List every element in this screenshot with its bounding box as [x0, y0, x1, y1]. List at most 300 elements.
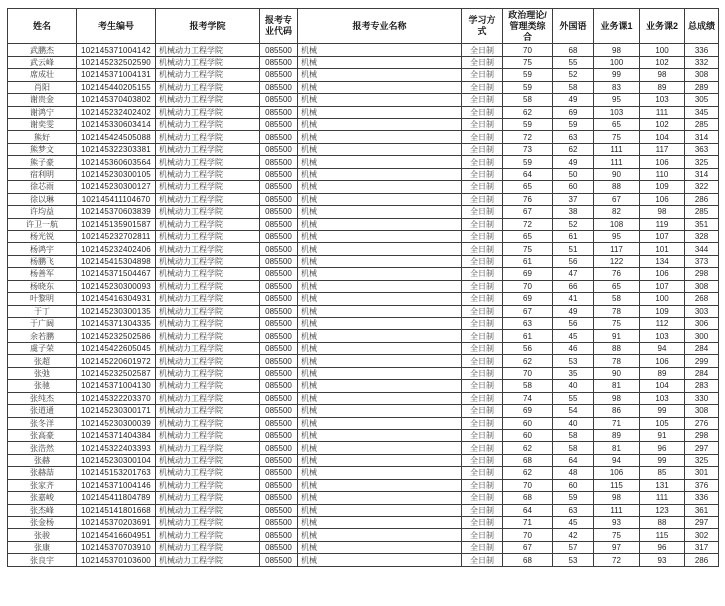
cell-foreign-language-score: 68 [553, 44, 594, 56]
cell-study-mode: 全日制 [462, 467, 503, 479]
cell-course1-score: 58 [594, 293, 640, 305]
table-row [8, 467, 719, 479]
cell-politics-score: 59 [503, 119, 553, 131]
cell-name: 肖阳 [8, 81, 77, 93]
cell-foreign-language-score: 59 [553, 119, 594, 131]
cell-course2-score: 98 [640, 206, 685, 218]
cell-course2-score: 112 [640, 318, 685, 330]
cell-total-score: 344 [685, 243, 719, 255]
cell-major-name: 机械 [298, 280, 462, 292]
cell-major-name: 机械 [298, 454, 462, 466]
cell-name: 杨鸿宇 [8, 243, 77, 255]
cell-total-score: 299 [685, 355, 719, 367]
cell-politics-score: 68 [503, 554, 553, 566]
cell-politics-score: 62 [503, 106, 553, 118]
cell-foreign-language-score: 56 [553, 318, 594, 330]
cell-major-name: 机械 [298, 56, 462, 68]
cell-total-score: 308 [685, 69, 719, 81]
cell-politics-score: 76 [503, 193, 553, 205]
cell-foreign-language-score: 57 [553, 541, 594, 553]
cell-course1-score: 91 [594, 330, 640, 342]
cell-course2-score: 106 [640, 355, 685, 367]
cell-candidate-id: 102145232502590 [77, 56, 156, 68]
table-row [8, 492, 719, 504]
cell-total-score: 363 [685, 143, 719, 155]
cell-course2-score: 119 [640, 218, 685, 230]
cell-politics-score: 69 [503, 268, 553, 280]
cell-major-code: 085500 [260, 454, 298, 466]
cell-course2-score: 117 [640, 143, 685, 155]
cell-course2-score: 104 [640, 380, 685, 392]
table-row [8, 106, 719, 118]
cell-politics-score: 62 [503, 467, 553, 479]
cell-major-code: 085500 [260, 392, 298, 404]
cell-foreign-language-score: 49 [553, 156, 594, 168]
cell-college: 机械动力工程学院 [156, 156, 260, 168]
cell-foreign-language-score: 42 [553, 529, 594, 541]
cell-name: 谢鸿宁 [8, 106, 77, 118]
cell-total-score: 286 [685, 193, 719, 205]
cell-foreign-language-score: 46 [553, 342, 594, 354]
cell-major-name: 机械 [298, 504, 462, 516]
cell-course2-score: 106 [640, 268, 685, 280]
cell-major-code: 085500 [260, 405, 298, 417]
table-row [8, 56, 719, 68]
cell-course2-score: 96 [640, 442, 685, 454]
cell-candidate-id: 102145371004142 [77, 44, 156, 56]
cell-major-code: 085500 [260, 131, 298, 143]
cell-course1-score: 75 [594, 131, 640, 143]
cell-course2-score: 107 [640, 280, 685, 292]
score-table-body [8, 44, 719, 566]
cell-politics-score: 58 [503, 380, 553, 392]
cell-politics-score: 70 [503, 44, 553, 56]
cell-major-code: 085500 [260, 243, 298, 255]
cell-college: 机械动力工程学院 [156, 380, 260, 392]
cell-course2-score: 89 [640, 81, 685, 93]
cell-course1-score: 72 [594, 554, 640, 566]
cell-course1-score: 75 [594, 529, 640, 541]
cell-major-name: 机械 [298, 119, 462, 131]
cell-politics-score: 67 [503, 541, 553, 553]
cell-course2-score: 106 [640, 193, 685, 205]
table-row [8, 255, 719, 267]
cell-college: 机械动力工程学院 [156, 554, 260, 566]
cell-foreign-language-score: 69 [553, 106, 594, 118]
cell-politics-score: 75 [503, 243, 553, 255]
cell-total-score: 317 [685, 541, 719, 553]
cell-college: 机械动力工程学院 [156, 106, 260, 118]
cell-study-mode: 全日制 [462, 255, 503, 267]
cell-college: 机械动力工程学院 [156, 529, 260, 541]
cell-candidate-id: 102145153201763 [77, 467, 156, 479]
cell-total-score: 314 [685, 168, 719, 180]
cell-college: 机械动力工程学院 [156, 305, 260, 317]
cell-name: 张冬洋 [8, 417, 77, 429]
cell-politics-score: 70 [503, 529, 553, 541]
cell-major-code: 085500 [260, 156, 298, 168]
cell-course2-score: 106 [640, 156, 685, 168]
cell-candidate-id: 102145371004131 [77, 69, 156, 81]
cell-name: 张赫 [8, 454, 77, 466]
cell-total-score: 308 [685, 280, 719, 292]
cell-name: 席成壮 [8, 69, 77, 81]
table-row [8, 181, 719, 193]
cell-major-name: 机械 [298, 44, 462, 56]
column-header-course2: 业务课2 [640, 9, 685, 44]
table-row [8, 479, 719, 491]
table-row [8, 44, 719, 56]
cell-college: 机械动力工程学院 [156, 243, 260, 255]
cell-name: 谢奕雯 [8, 119, 77, 131]
cell-course1-score: 65 [594, 119, 640, 131]
cell-study-mode: 全日制 [462, 119, 503, 131]
cell-total-score: 328 [685, 230, 719, 242]
cell-college: 机械动力工程学院 [156, 454, 260, 466]
cell-major-code: 085500 [260, 69, 298, 81]
cell-name: 杨鹏飞 [8, 255, 77, 267]
cell-politics-score: 71 [503, 517, 553, 529]
cell-candidate-id: 102145360603564 [77, 156, 156, 168]
cell-candidate-id: 102145230300039 [77, 417, 156, 429]
cell-politics-score: 62 [503, 355, 553, 367]
cell-major-code: 085500 [260, 44, 298, 56]
cell-foreign-language-score: 55 [553, 392, 594, 404]
cell-politics-score: 68 [503, 492, 553, 504]
cell-total-score: 284 [685, 342, 719, 354]
cell-major-name: 机械 [298, 131, 462, 143]
cell-name: 张家齐 [8, 479, 77, 491]
table-row [8, 230, 719, 242]
cell-foreign-language-score: 58 [553, 81, 594, 93]
cell-study-mode: 全日制 [462, 504, 503, 516]
cell-course2-score: 131 [640, 479, 685, 491]
cell-total-score: 283 [685, 380, 719, 392]
cell-course2-score: 96 [640, 541, 685, 553]
cell-college: 机械动力工程学院 [156, 318, 260, 330]
cell-foreign-language-score: 40 [553, 380, 594, 392]
cell-study-mode: 全日制 [462, 193, 503, 205]
cell-college: 机械动力工程学院 [156, 355, 260, 367]
cell-name: 徐芯雨 [8, 181, 77, 193]
cell-name: 张弛 [8, 367, 77, 379]
cell-total-score: 314 [685, 131, 719, 143]
cell-major-code: 085500 [260, 318, 298, 330]
cell-candidate-id: 102145371004146 [77, 479, 156, 491]
cell-major-code: 085500 [260, 517, 298, 529]
cell-course2-score: 91 [640, 429, 685, 441]
cell-total-score: 268 [685, 293, 719, 305]
cell-college: 机械动力工程学院 [156, 467, 260, 479]
cell-name: 武鹏杰 [8, 44, 77, 56]
cell-study-mode: 全日制 [462, 280, 503, 292]
cell-major-name: 机械 [298, 467, 462, 479]
cell-name: 余若鹏 [8, 330, 77, 342]
cell-study-mode: 全日制 [462, 94, 503, 106]
cell-politics-score: 60 [503, 429, 553, 441]
cell-study-mode: 全日制 [462, 454, 503, 466]
cell-total-score: 303 [685, 305, 719, 317]
cell-course1-score: 95 [594, 94, 640, 106]
cell-major-name: 机械 [298, 405, 462, 417]
cell-foreign-language-score: 58 [553, 429, 594, 441]
cell-name: 张驰 [8, 380, 77, 392]
cell-major-name: 机械 [298, 206, 462, 218]
cell-course1-score: 115 [594, 479, 640, 491]
cell-college: 机械动力工程学院 [156, 193, 260, 205]
cell-foreign-language-score: 52 [553, 218, 594, 230]
cell-major-code: 085500 [260, 355, 298, 367]
cell-total-score: 336 [685, 492, 719, 504]
cell-course2-score: 99 [640, 405, 685, 417]
cell-college: 机械动力工程学院 [156, 94, 260, 106]
cell-major-code: 085500 [260, 94, 298, 106]
cell-foreign-language-score: 47 [553, 268, 594, 280]
cell-major-code: 085500 [260, 143, 298, 155]
cell-course2-score: 94 [640, 342, 685, 354]
table-row [8, 342, 719, 354]
cell-college: 机械动力工程学院 [156, 255, 260, 267]
cell-total-score: 345 [685, 106, 719, 118]
cell-foreign-language-score: 50 [553, 168, 594, 180]
cell-politics-score: 65 [503, 181, 553, 193]
cell-major-code: 085500 [260, 554, 298, 566]
cell-course2-score: 105 [640, 417, 685, 429]
cell-college: 机械动力工程学院 [156, 181, 260, 193]
cell-politics-score: 64 [503, 504, 553, 516]
cell-study-mode: 全日制 [462, 168, 503, 180]
score-table [7, 8, 719, 567]
cell-foreign-language-score: 56 [553, 255, 594, 267]
cell-college: 机械动力工程学院 [156, 131, 260, 143]
cell-course2-score: 111 [640, 106, 685, 118]
cell-name: 宿利明 [8, 168, 77, 180]
cell-course1-score: 88 [594, 342, 640, 354]
cell-major-code: 085500 [260, 106, 298, 118]
cell-course1-score: 111 [594, 143, 640, 155]
cell-total-score: 322 [685, 181, 719, 193]
cell-total-score: 302 [685, 529, 719, 541]
cell-foreign-language-score: 55 [553, 56, 594, 68]
cell-foreign-language-score: 51 [553, 243, 594, 255]
cell-foreign-language-score: 53 [553, 554, 594, 566]
cell-study-mode: 全日制 [462, 181, 503, 193]
cell-course1-score: 78 [594, 305, 640, 317]
cell-major-name: 机械 [298, 218, 462, 230]
cell-college: 机械动力工程学院 [156, 367, 260, 379]
cell-major-name: 机械 [298, 193, 462, 205]
cell-study-mode: 全日制 [462, 69, 503, 81]
cell-major-name: 机械 [298, 69, 462, 81]
cell-study-mode: 全日制 [462, 81, 503, 93]
cell-course1-score: 86 [594, 405, 640, 417]
cell-total-score: 297 [685, 517, 719, 529]
cell-major-name: 机械 [298, 305, 462, 317]
cell-major-name: 机械 [298, 106, 462, 118]
cell-college: 机械动力工程学院 [156, 168, 260, 180]
cell-candidate-id: 102145370103600 [77, 554, 156, 566]
cell-name: 张赫喆 [8, 467, 77, 479]
cell-major-name: 机械 [298, 143, 462, 155]
cell-course1-score: 90 [594, 168, 640, 180]
cell-major-code: 085500 [260, 380, 298, 392]
cell-major-code: 085500 [260, 429, 298, 441]
column-header-politics: 政治理论/管理类综合 [503, 9, 553, 44]
cell-college: 机械动力工程学院 [156, 56, 260, 68]
table-row [8, 119, 719, 131]
cell-major-name: 机械 [298, 268, 462, 280]
cell-candidate-id: 102145411104670 [77, 193, 156, 205]
cell-major-code: 085500 [260, 193, 298, 205]
cell-college: 机械动力工程学院 [156, 69, 260, 81]
cell-course1-score: 94 [594, 454, 640, 466]
cell-major-name: 机械 [298, 168, 462, 180]
table-row [8, 380, 719, 392]
cell-major-code: 085500 [260, 417, 298, 429]
cell-college: 机械动力工程学院 [156, 442, 260, 454]
cell-candidate-id: 102145230300105 [77, 168, 156, 180]
table-row [8, 69, 719, 81]
cell-name: 熊好 [8, 131, 77, 143]
cell-study-mode: 全日制 [462, 131, 503, 143]
cell-course2-score: 109 [640, 305, 685, 317]
cell-total-score: 298 [685, 268, 719, 280]
cell-course2-score: 102 [640, 119, 685, 131]
cell-major-name: 机械 [298, 492, 462, 504]
cell-foreign-language-score: 37 [553, 193, 594, 205]
cell-name: 许均益 [8, 206, 77, 218]
cell-candidate-id: 102145135901587 [77, 218, 156, 230]
cell-major-name: 机械 [298, 94, 462, 106]
cell-total-score: 298 [685, 429, 719, 441]
cell-foreign-language-score: 54 [553, 405, 594, 417]
cell-study-mode: 全日制 [462, 380, 503, 392]
cell-foreign-language-score: 63 [553, 131, 594, 143]
cell-major-code: 085500 [260, 305, 298, 317]
cell-study-mode: 全日制 [462, 330, 503, 342]
cell-college: 机械动力工程学院 [156, 479, 260, 491]
cell-candidate-id: 102145371004130 [77, 380, 156, 392]
cell-major-code: 085500 [260, 56, 298, 68]
cell-major-name: 机械 [298, 243, 462, 255]
cell-study-mode: 全日制 [462, 529, 503, 541]
cell-politics-score: 68 [503, 454, 553, 466]
cell-major-code: 085500 [260, 442, 298, 454]
cell-name: 张杰峰 [8, 504, 77, 516]
cell-politics-score: 72 [503, 218, 553, 230]
cell-politics-score: 59 [503, 81, 553, 93]
cell-college: 机械动力工程学院 [156, 280, 260, 292]
cell-total-score: 285 [685, 119, 719, 131]
cell-candidate-id: 102145220601972 [77, 355, 156, 367]
cell-course1-score: 65 [594, 280, 640, 292]
cell-study-mode: 全日制 [462, 429, 503, 441]
cell-name: 张道通 [8, 405, 77, 417]
cell-politics-score: 73 [503, 143, 553, 155]
cell-politics-score: 59 [503, 156, 553, 168]
column-header-course1: 业务课1 [594, 9, 640, 44]
cell-study-mode: 全日制 [462, 392, 503, 404]
cell-name: 于丁 [8, 305, 77, 317]
table-row [8, 554, 719, 566]
cell-total-score: 284 [685, 367, 719, 379]
cell-candidate-id: 102145141801668 [77, 504, 156, 516]
cell-foreign-language-score: 61 [553, 230, 594, 242]
cell-politics-score: 61 [503, 330, 553, 342]
cell-study-mode: 全日制 [462, 342, 503, 354]
cell-politics-score: 74 [503, 392, 553, 404]
cell-total-score: 361 [685, 504, 719, 516]
cell-study-mode: 全日制 [462, 517, 503, 529]
cell-candidate-id: 102145232502587 [77, 367, 156, 379]
cell-major-code: 085500 [260, 119, 298, 131]
table-row [8, 143, 719, 155]
cell-course1-score: 100 [594, 56, 640, 68]
cell-major-code: 085500 [260, 255, 298, 267]
cell-major-code: 085500 [260, 529, 298, 541]
cell-total-score: 289 [685, 81, 719, 93]
cell-foreign-language-score: 63 [553, 504, 594, 516]
table-row [8, 529, 719, 541]
cell-course1-score: 90 [594, 367, 640, 379]
cell-foreign-language-score: 38 [553, 206, 594, 218]
cell-course1-score: 98 [594, 492, 640, 504]
cell-total-score: 276 [685, 417, 719, 429]
cell-candidate-id: 102145371404384 [77, 429, 156, 441]
cell-college: 机械动力工程学院 [156, 143, 260, 155]
table-row [8, 504, 719, 516]
cell-major-name: 机械 [298, 230, 462, 242]
cell-foreign-language-score: 35 [553, 367, 594, 379]
cell-candidate-id: 102145232402402 [77, 106, 156, 118]
cell-politics-score: 67 [503, 305, 553, 317]
cell-candidate-id: 102145230300127 [77, 181, 156, 193]
cell-course1-score: 76 [594, 268, 640, 280]
cell-major-name: 机械 [298, 529, 462, 541]
cell-study-mode: 全日制 [462, 44, 503, 56]
table-row [8, 429, 719, 441]
cell-major-name: 机械 [298, 380, 462, 392]
cell-course2-score: 101 [640, 243, 685, 255]
cell-study-mode: 全日制 [462, 479, 503, 491]
cell-politics-score: 63 [503, 318, 553, 330]
cell-candidate-id: 102145370703910 [77, 541, 156, 553]
cell-total-score: 351 [685, 218, 719, 230]
cell-major-code: 085500 [260, 181, 298, 193]
cell-candidate-id: 102145230300093 [77, 280, 156, 292]
table-row [8, 243, 719, 255]
table-row [8, 268, 719, 280]
cell-major-name: 机械 [298, 429, 462, 441]
cell-total-score: 286 [685, 554, 719, 566]
column-header-foreign-language: 外国语 [553, 9, 594, 44]
cell-politics-score: 67 [503, 206, 553, 218]
cell-foreign-language-score: 45 [553, 517, 594, 529]
cell-foreign-language-score: 52 [553, 69, 594, 81]
cell-college: 机械动力工程学院 [156, 429, 260, 441]
cell-college: 机械动力工程学院 [156, 44, 260, 56]
cell-name: 谢贵金 [8, 94, 77, 106]
cell-foreign-language-score: 59 [553, 492, 594, 504]
cell-major-code: 085500 [260, 81, 298, 93]
cell-study-mode: 全日制 [462, 417, 503, 429]
cell-college: 机械动力工程学院 [156, 206, 260, 218]
column-header-college: 报考学院 [156, 9, 260, 44]
table-row [8, 318, 719, 330]
cell-name: 张康 [8, 541, 77, 553]
cell-course2-score: 123 [640, 504, 685, 516]
cell-foreign-language-score: 64 [553, 454, 594, 466]
